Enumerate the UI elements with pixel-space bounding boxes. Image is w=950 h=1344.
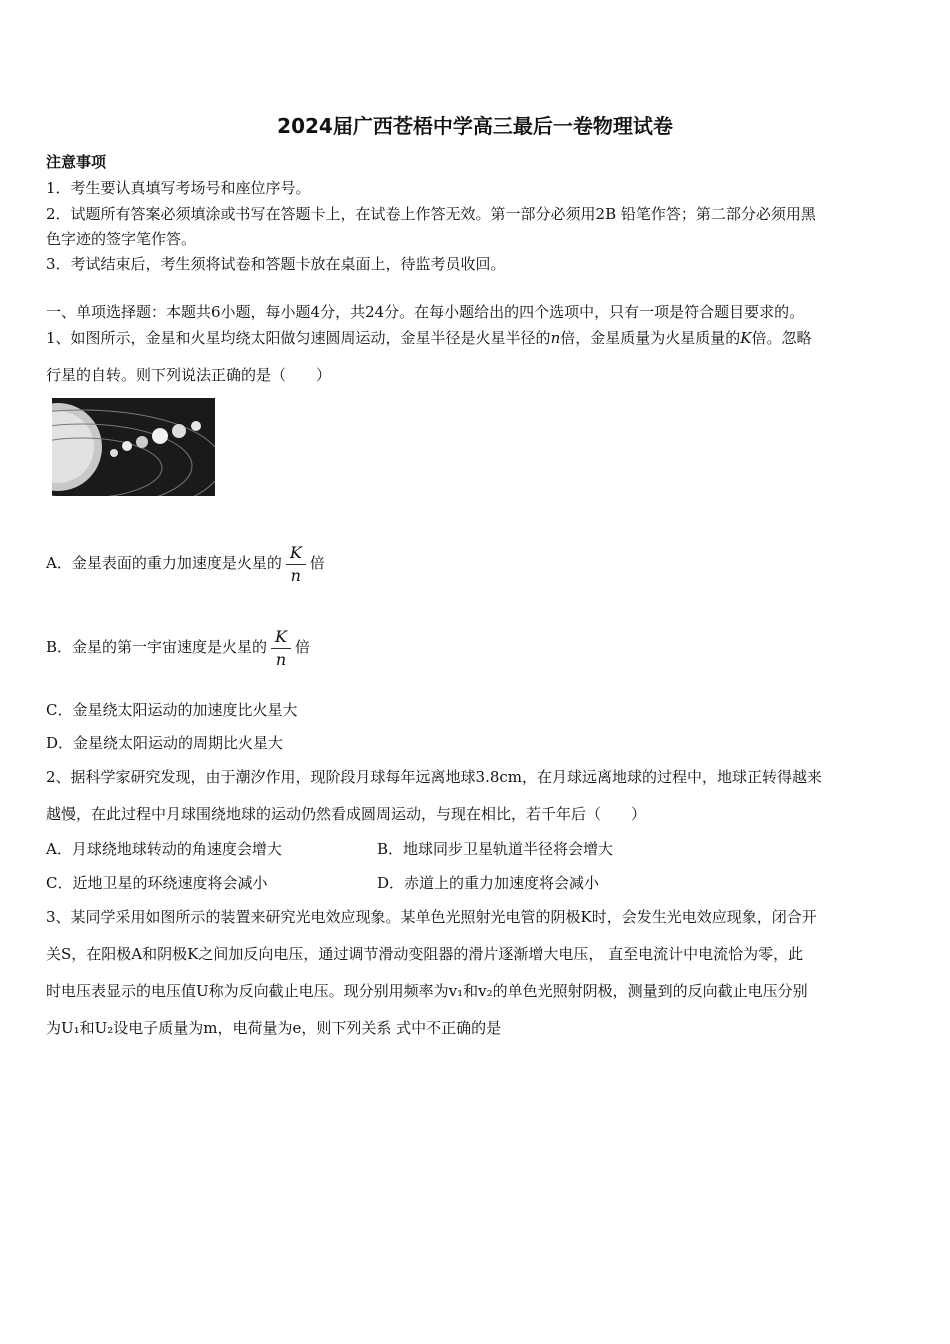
q2-stem-line2: 越慢，在此过程中月球围绕地球的运动仍然看成圆周运动，与现在相比，若千年后（ ） — [46, 805, 647, 823]
q1-option-c[interactable]: C．金星绕太阳运动的加速度比火星大 — [46, 701, 298, 719]
q1-option-a-suffix: 倍 — [309, 554, 325, 572]
q1-option-b[interactable] — [46, 622, 310, 672]
q3-stem-line4: 为U₁和U₂设电子质量为m，电荷量为e，则下列关系 式中不正确的是 — [46, 1019, 502, 1037]
note-item: 2．试题所有答案必须填涂或书写在答题卡上，在试卷上作答无效。第一部分必须用2B 铅笔作答；第二部分必须用黑 — [46, 205, 816, 223]
q2-option-c[interactable]: C．近地卫星的环绕速度将会减小 — [46, 874, 268, 892]
solar-system-figure — [52, 398, 215, 496]
q2-option-a[interactable]: A．月球绕地球转动的角速度会增大 — [46, 840, 282, 858]
q1-stem-text: 倍。忽略 — [751, 329, 812, 347]
q2-option-d[interactable]: D．赤道上的重力加速度将会减小 — [377, 874, 600, 892]
q1-var-k: K — [740, 329, 752, 347]
fraction-denominator: n — [275, 649, 287, 669]
note-item: 3．考试结束后，考生须将试卷和答题卡放在桌面上，待监考员收回。 — [46, 255, 506, 273]
q1-option-d[interactable]: D．金星绕太阳运动的周期比火星大 — [46, 734, 284, 752]
section1-heading: 一、单项选择题：本题共6小题，每小题4分，共24分。在每小题给出的四个选项中，只有一项是符合题目要求的。 — [46, 303, 805, 321]
note-item: 色字迹的签字笔作答。 — [46, 230, 197, 248]
q1-stem-line2: 行星的自转。则下列说法正确的是（ ） — [46, 366, 332, 384]
fraction-numerator: K — [286, 542, 306, 565]
note-item: 1．考生要认真填写考场号和座位序号。 — [46, 179, 311, 197]
q1-option-b-suffix: 倍 — [294, 638, 310, 656]
q2-option-b[interactable]: B．地球同步卫星轨道半径将会增大 — [377, 840, 614, 858]
q3-stem-line1: 3、某同学采用如图所示的装置来研究光电效应现象。某单色光照射光电管的阴极K时，会发生光电效应现象，闭合开 — [46, 908, 817, 926]
q1-stem-text: 1、如图所示，金星和火星均绕太阳做匀速圆周运动，金星半径是火星半径的 — [46, 329, 551, 347]
fraction-denominator: n — [290, 565, 301, 585]
q3-stem-line3: 时电压表显示的电压值U称为反向截止电压。现分别用频率为v₁和v₂的单色光照射阴极，测量到的反向截止电压分别 — [46, 982, 808, 1000]
notes-heading: 注意事项 — [46, 153, 107, 171]
fraction-numerator: K — [271, 626, 291, 649]
exam-title: 2024届广西苍梧中学高三最后一卷物理试卷 — [277, 114, 673, 138]
q1-var-n: n — [550, 329, 561, 347]
q1-stem-line1 — [46, 328, 811, 348]
fraction-k-over-n — [271, 626, 291, 671]
q1-stem-text: 倍，金星质量为火星质量的 — [560, 329, 741, 347]
fraction-k-over-n — [286, 542, 306, 587]
solar-system-image — [52, 398, 215, 496]
q3-stem-line2: 关S，在阳极A和阴极K之间加反向电压，通过调节滑动变阻器的滑片逐渐增大电压， 直至电流计中电流恰为零，此 — [46, 945, 804, 963]
q2-stem-line1: 2、据科学家研究发现，由于潮汐作用，现阶段月球每年远离地球3.8cm，在月球远离地球的过程中，地球正转得越来 — [46, 768, 823, 786]
q1-option-a-text: A．金星表面的重力加速度是火星的 — [46, 554, 282, 572]
q1-option-b-text: B．金星的第一宇宙速度是火星的 — [46, 638, 268, 656]
q1-option-a[interactable] — [46, 538, 325, 588]
